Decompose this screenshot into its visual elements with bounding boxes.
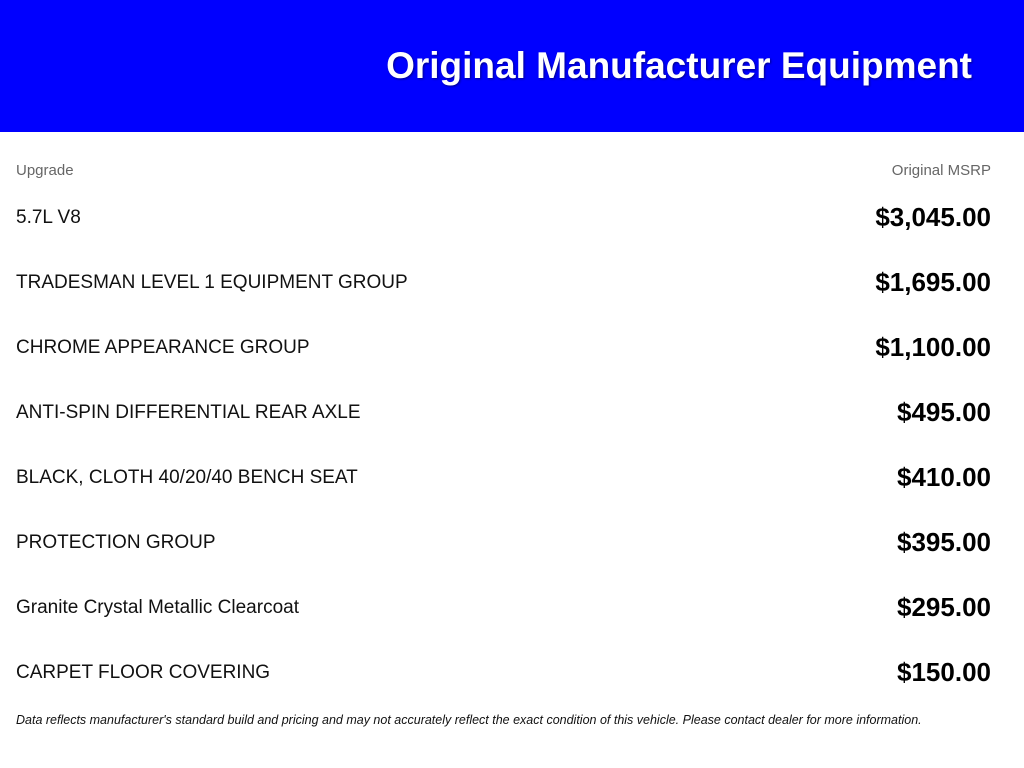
- upgrade-column-header: Upgrade: [16, 162, 74, 179]
- equipment-label: ANTI-SPIN DIFFERENTIAL REAR AXLE: [16, 402, 361, 423]
- equipment-label: BLACK, CLOTH 40/20/40 BENCH SEAT: [16, 467, 358, 488]
- equipment-label: 5.7L V8: [16, 207, 81, 228]
- equipment-price: $395.00: [897, 527, 991, 557]
- page-title: Original Manufacturer Equipment: [386, 45, 972, 86]
- equipment-price: $495.00: [897, 397, 991, 427]
- equipment-row: [16, 453, 991, 518]
- equipment-label: CHROME APPEARANCE GROUP: [16, 337, 310, 358]
- equipment-row: [16, 648, 991, 713]
- equipment-price: $1,695.00: [875, 267, 991, 297]
- column-headers: [16, 161, 991, 181]
- equipment-row: [16, 388, 991, 453]
- equipment-label: PROTECTION GROUP: [16, 532, 216, 553]
- disclaimer-text: Data reflects manufacturer's standard build and pricing and may not accurately reflect the exact condition of this vehicle. Please contact dealer for more information.: [16, 713, 922, 727]
- equipment-row: [16, 518, 991, 583]
- equipment-list: [16, 193, 991, 713]
- equipment-label: TRADESMAN LEVEL 1 EQUIPMENT GROUP: [16, 272, 408, 293]
- equipment-row: [16, 583, 991, 648]
- equipment-price: $150.00: [897, 657, 991, 687]
- equipment-price: $3,045.00: [875, 202, 991, 232]
- equipment-label: Granite Crystal Metallic Clearcoat: [16, 597, 299, 618]
- equipment-price: $1,100.00: [875, 332, 991, 362]
- equipment-row: [16, 323, 991, 388]
- equipment-row: [16, 258, 991, 323]
- msrp-column-header: Original MSRP: [891, 162, 991, 179]
- equipment-price: $410.00: [897, 462, 991, 492]
- equipment-label: CARPET FLOOR COVERING: [16, 662, 271, 683]
- equipment-price: $295.00: [897, 592, 991, 622]
- equipment-row: [16, 193, 991, 258]
- header-banner: [0, 0, 1024, 132]
